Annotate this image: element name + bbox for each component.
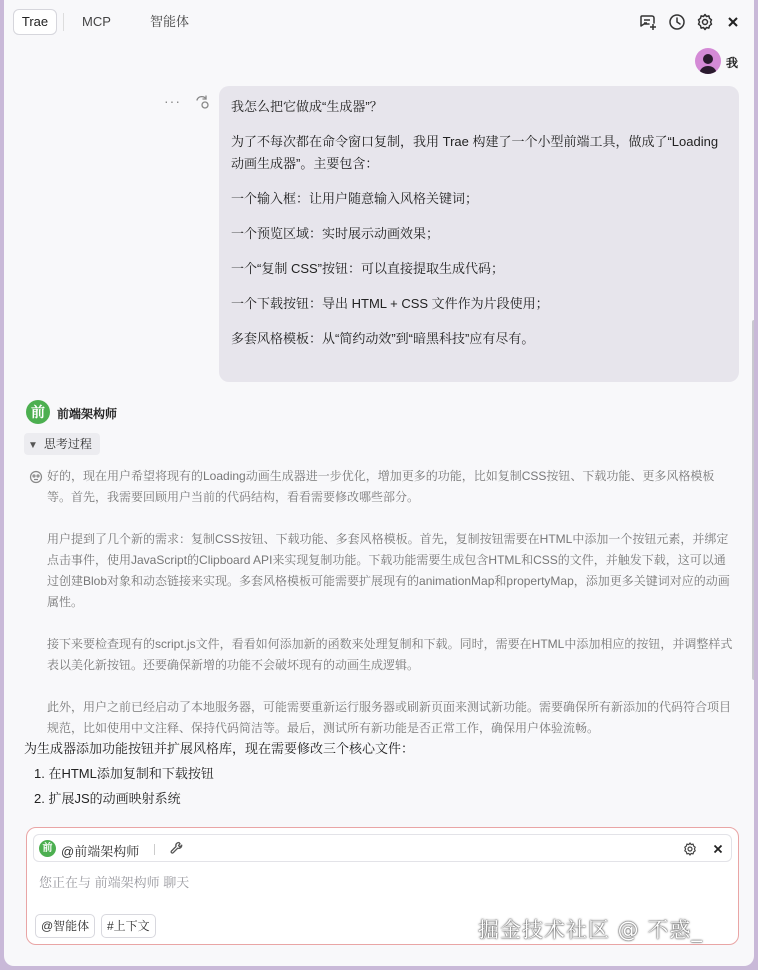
mention-divider (154, 844, 155, 855)
thinking-paragraph: 用户提到了几个新的需求：复制CSS按钮、下载功能、多套风格模板。首先，复制按钮需要在HTML中添加一个按钮元素，并绑定点击事件，使用JavaScript的Clipboard API来实现复制功能。下载功能需要生成包含HTML和CSS的文件，并触发下载，这可以通过创建Blob对象和动态链接来实现。多套风格模板可能需要扩展现有的animationMap和propertyMap，添加更多关键词对应的动画属性。 (47, 532, 730, 609)
answer-intro: 为生成器添加功能按钮并扩展风格库，现在需要修改三个核心文件： (24, 741, 415, 756)
chat-panel (4, 0, 754, 966)
user-message-line: 多套风格模板：从“简约动效”到“暗黑科技”应有尽有。 (231, 331, 535, 346)
answer-list-item: 2. 扩展JS的动画映射系统 (34, 791, 181, 806)
user-message-bubble (219, 86, 739, 382)
message-actions (164, 94, 214, 110)
top-bar (4, 0, 754, 44)
user-name: 我 (726, 56, 739, 70)
gear-icon[interactable] (695, 12, 715, 32)
answer-list-item: 1. 在HTML添加复制和下载按钮 (34, 766, 214, 781)
mention-label[interactable]: @前端架构师 (61, 844, 140, 859)
message-input[interactable]: 您正在与 前端架构师 聊天 (39, 875, 190, 890)
gear-icon[interactable] (682, 841, 698, 857)
user-message-line: 一个“复制 CSS”按钮：可以直接提取生成代码； (231, 261, 505, 276)
mention-bar (33, 834, 732, 862)
thinking-paragraph: 好的，现在用户希望将现有的Loading动画生成器进一步优化，增加更多的功能，比如复制CSS按钮、下载功能、更多风格模板等。首先，我需要回顾用户当前的代码结构，看看需要修改哪些部分。 (47, 469, 715, 504)
more-icon[interactable]: ··· (164, 93, 181, 109)
thinking-paragraph: 此外，用户之前已经启动了本地服务器，可能需要重新运行服务器或刷新页面来测试新功能。需要确保所有新添加的代码符合项目规范，比如使用中文注释、保持代码简洁等。最后，测试所有新功能是否正常工作，确保用户体验流畅。 (47, 700, 732, 735)
close-icon[interactable] (710, 841, 726, 857)
chevron-down-icon: ▼ (28, 440, 38, 451)
user-message-line: 一个输入框：让用户随意输入风格关键词； (231, 191, 479, 206)
tab-agent[interactable]: 智能体 (150, 14, 190, 29)
close-icon[interactable] (723, 12, 743, 32)
thinking-content (47, 466, 737, 739)
watermark: 掘金技术社区 @ 不惑_ (478, 918, 703, 942)
context-chip[interactable]: #上下文 (101, 914, 156, 938)
assistant-avatar: 前 (26, 400, 50, 424)
thinking-paragraph: 接下来要检查现有的script.js文件，看看如何添加新的函数来处理复制和下载。同时，需要在HTML中添加相应的按钮，并调整样式表以美化新按钮。还要确保新增的功能不会破坏现有的动画生成逻辑。 (47, 637, 733, 672)
assistant-name: 前端架构师 (57, 407, 118, 421)
history-icon[interactable] (667, 12, 687, 32)
user-message-line: 一个下载按钮：导出 HTML + CSS 文件作为片段使用； (231, 296, 549, 311)
new-chat-icon[interactable] (638, 12, 658, 32)
agent-chip[interactable]: @智能体 (35, 914, 95, 938)
tab-mcp[interactable]: MCP (82, 14, 111, 29)
user-avatar (695, 48, 721, 74)
scrollbar[interactable] (752, 320, 754, 680)
tab-divider (63, 13, 64, 31)
agent-avatar: 前 (39, 840, 56, 857)
user-message-line: 一个预览区域：实时展示动画效果； (231, 226, 440, 241)
assistant-answer (24, 738, 724, 810)
thinking-toggle[interactable] (24, 433, 100, 455)
retry-icon[interactable] (194, 94, 210, 110)
thinking-label: 思考过程 (43, 437, 92, 451)
user-message-line: 为了不每次都在命令窗口复制，我用 Trae 构建了一个小型前端工具，做成了“Loading 动画生成器”。主要包含： (231, 134, 719, 171)
wrench-icon[interactable] (169, 840, 185, 856)
tab-trae[interactable]: Trae (13, 9, 57, 35)
thinking-icon (29, 470, 43, 484)
user-message-line: 我怎么把它做成“生成器”？ (231, 99, 383, 114)
